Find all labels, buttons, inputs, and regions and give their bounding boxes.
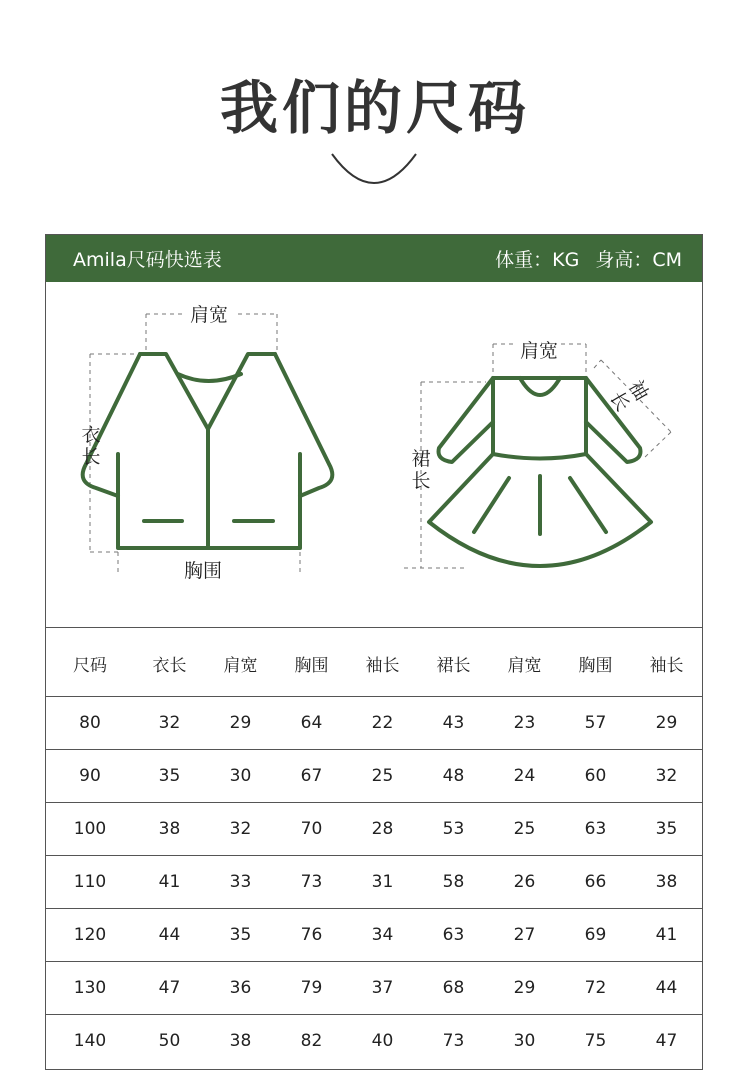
table-row [46,909,702,962]
table-cell: 38 [655,872,678,892]
table-header-cell: 肩宽 [223,655,258,676]
table-cell: 35 [655,819,678,839]
table-header-cell: 袖长 [365,655,400,676]
table-cell: 70 [300,819,323,839]
dress-skirt-label: 裙长 [411,448,431,492]
table-cell: 69 [584,925,607,945]
table-cell: 38 [229,1031,252,1051]
table-cell: 73 [300,872,323,892]
table-header-row [46,628,702,697]
table-cell: 29 [655,713,678,733]
table-cell: 50 [158,1031,181,1051]
table-cell: 28 [371,819,394,839]
table-header-cell: 尺码 [73,655,107,676]
dress-sleeve-label: 袖长 [605,376,653,416]
table-cell: 25 [513,819,536,839]
table-cell: 63 [584,819,607,839]
table-cell: 38 [158,819,181,839]
jacket-shoulder-label: 肩宽 [190,304,229,326]
table-cell: 73 [442,1031,465,1051]
table-cell: 72 [584,978,607,998]
table-cell: 32 [229,819,252,839]
table-cell: 32 [655,766,678,786]
table-row [46,856,702,909]
table-cell: 30 [229,766,252,786]
table-cell: 34 [371,925,394,945]
table-header-cell: 衣长 [152,655,187,676]
weight-unit: 体重：KG [495,249,580,271]
table-cell: 26 [513,872,536,892]
dress-diagram [404,344,671,568]
table-cell: 90 [79,766,101,786]
table-cell: 41 [158,872,181,892]
table-header-cell: 裙长 [436,655,471,676]
table-row [46,1015,702,1068]
table-cell: 29 [229,713,252,733]
table-header-cell: 胸围 [294,655,329,676]
table-cell: 80 [79,713,101,733]
table-cell: 67 [300,766,323,786]
table-cell: 47 [158,978,181,998]
table-cell: 68 [442,978,465,998]
height-unit: 身高：CM [595,249,682,271]
table-cell: 40 [371,1031,394,1051]
table-cell: 120 [73,925,107,945]
table-cell: 29 [513,978,536,998]
table-cell: 66 [584,872,607,892]
table-cell: 33 [229,872,252,892]
dress-shoulder-label: 肩宽 [520,340,559,362]
table-cell: 47 [655,1031,678,1051]
table-cell: 75 [584,1031,607,1051]
jacket-chest-label: 胸围 [184,560,223,582]
table-cell: 24 [513,766,536,786]
jacket-diagram [83,314,333,572]
table-cell: 63 [442,925,465,945]
table-cell: 41 [655,925,678,945]
table-cell: 130 [73,978,107,998]
page-title: 我们的尺码 [219,74,530,142]
table-row [46,803,702,856]
table-cell: 32 [158,713,181,733]
header-units [495,245,682,272]
table-cell: 44 [655,978,678,998]
table-cell: 76 [300,925,323,945]
table-cell: 100 [73,819,107,839]
table-cell: 44 [158,925,181,945]
table-cell: 79 [300,978,323,998]
table-cell: 27 [513,925,536,945]
table-cell: 23 [513,713,536,733]
table-cell: 64 [300,713,323,733]
table-cell: 57 [584,713,607,733]
table-cell: 82 [300,1031,323,1051]
table-cell: 25 [371,766,394,786]
table-cell: 36 [229,978,252,998]
table-row [46,962,702,1015]
table-cell: 48 [442,766,465,786]
table-cell: 60 [584,766,607,786]
table-header-cell: 袖长 [649,655,684,676]
table-cell: 35 [158,766,181,786]
table-cell: 22 [371,713,394,733]
size-card [45,234,703,1070]
table-cell: 35 [229,925,252,945]
size-table [46,628,702,1067]
jacket-length-label: 衣长 [81,424,101,468]
card-header [46,235,702,282]
smile-decoration [328,150,420,190]
table-cell: 53 [442,819,465,839]
table-cell: 58 [442,872,465,892]
table-cell: 140 [73,1031,107,1051]
table-header-cell: 胸围 [578,655,613,676]
table-cell: 43 [442,713,465,733]
table-header-cell: 肩宽 [507,655,542,676]
table-row [46,697,702,750]
table-cell: 31 [371,872,394,892]
measurement-illustration [46,282,702,628]
table-row [46,750,702,803]
table-cell: 30 [513,1031,536,1051]
table-body [46,697,702,1068]
table-cell: 37 [371,978,394,998]
header-label: Amila尺码快选表 [73,249,222,271]
table-cell: 110 [73,872,107,892]
